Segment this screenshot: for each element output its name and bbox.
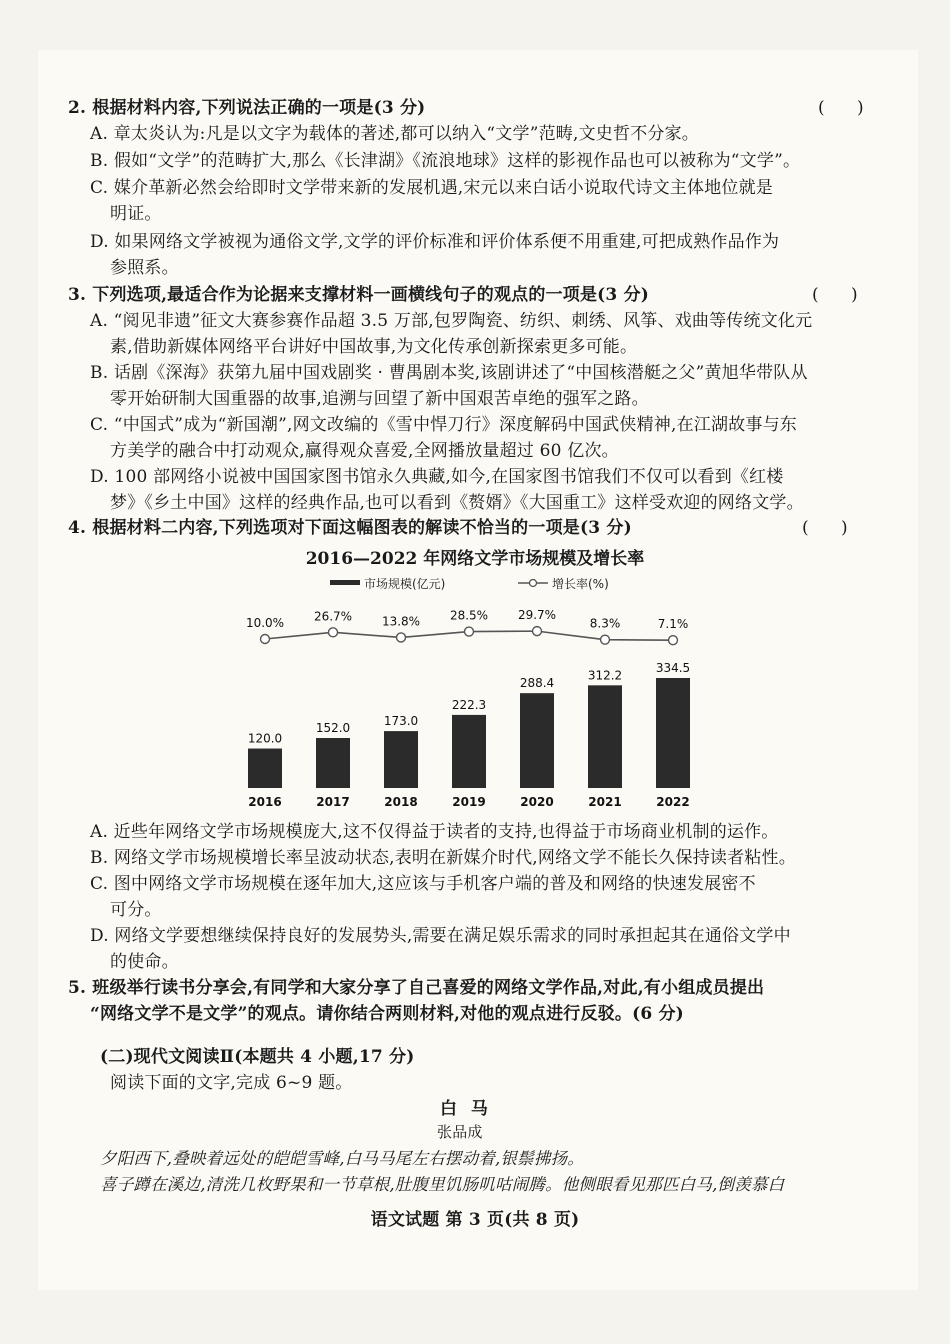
- q3-option-d: D. 100 部网络小说被中国国家图书馆永久典藏,如今,在国家图书馆我们不仅可以看到《红楼: [90, 467, 784, 487]
- line-point: [397, 633, 406, 642]
- x-tick-label: 2018: [384, 795, 418, 809]
- line-value-label: 28.5%: [449, 608, 489, 623]
- legend-line-marker: [530, 580, 537, 587]
- legend-bar-label: 市场规模(亿元): [364, 577, 446, 591]
- q2-option-c-cont: 明证。: [110, 204, 162, 224]
- bar: [452, 715, 486, 788]
- q3-option-b-cont: 零开始研制大国重器的故事,追溯与回望了新中国艰苦卓绝的强军之路。: [110, 389, 649, 409]
- story-author: 张品成: [437, 1123, 483, 1141]
- bar-value-label: 222.3: [451, 697, 487, 712]
- section-instruction: 阅读下面的文字,完成 6~9 题。: [110, 1073, 353, 1093]
- line-value-label: 29.7%: [517, 608, 557, 623]
- line-value-label: 10.0%: [245, 616, 285, 630]
- q4-stem: 4. 根据材料二内容,下列选项对下面这幅图表的解读不恰当的一项是(3 分): [68, 518, 632, 538]
- chart-title: 2016—2022 年网络文学市场规模及增长率: [305, 549, 645, 569]
- x-tick-label: 2016: [248, 795, 282, 809]
- legend-bar-swatch: [330, 580, 360, 585]
- q3-stem: 3. 下列选项,最适合作为论据来支撑材料一画横线句子的观点的一项是(3 分): [68, 285, 650, 305]
- q2-answer-paren: ( ): [818, 98, 864, 118]
- q5-stem-cont: “网络文学不是文学”的观点。请你结合两则材料,对他的观点进行反驳。(6 分): [90, 1004, 684, 1024]
- q2-option-c: C. 媒介革新必然会给即时文学带来新的发展机遇,宋元以来白话小说取代诗文主体地位就是: [90, 178, 774, 198]
- q2-stem: 2. 根据材料内容,下列说法正确的一项是(3 分): [68, 98, 426, 118]
- story-paragraph-2: 喜子蹲在溪边,清洗几枚野果和一节草根,肚腹里饥肠叽咕闹腾。他侧眼看见那匹白马,倒羡慕白: [100, 1175, 785, 1194]
- bar-series: [248, 661, 690, 788]
- q4-answer-paren: ( ): [802, 518, 848, 538]
- q4-option-a: A. 近些年网络文学市场规模庞大,这不仅得益于读者的支持,也得益于市场商业机制的运作。: [90, 822, 779, 842]
- bar-value-label: 152.0: [315, 721, 351, 736]
- market-chart: [0, 568, 950, 828]
- line-point: [669, 636, 678, 645]
- q3-answer-paren: ( ): [812, 285, 858, 305]
- bar-value-label: 173.0: [383, 714, 419, 729]
- q5-stem: 5. 班级举行读书分享会,有同学和大家分享了自己喜爱的网络文学作品,对此,有小组成员提出: [68, 978, 765, 998]
- bar-value-label: 312.2: [587, 668, 623, 683]
- chart-legend: [330, 576, 609, 591]
- line-point: [533, 627, 542, 636]
- q3-option-a-cont: 素,借助新媒体网络平台讲好中国故事,为文化传承创新探索更多可能。: [110, 337, 638, 357]
- q2-option-d-cont: 参照系。: [110, 258, 179, 278]
- q3-option-c: C. “中国式”成为“新国潮”,网文改编的《雪中悍刀行》深度解码中国武侠精神,在江湖故事与东: [90, 415, 797, 435]
- bar: [316, 738, 350, 788]
- story-title: 白 马: [440, 1099, 492, 1119]
- x-tick-label: 2020: [520, 795, 554, 809]
- q2-option-b: B. 假如“文学”的范畴扩大,那么《长津湖》《流浪地球》这样的影视作品也可以被称为“文学”。: [90, 151, 801, 171]
- line-series: [246, 608, 688, 645]
- q4-option-c-cont: 可分。: [110, 900, 162, 920]
- line-value-label: 26.7%: [313, 609, 353, 624]
- x-tick-label: 2017: [316, 795, 350, 809]
- page-footer: 语文试题 第 3 页(共 8 页): [370, 1210, 580, 1230]
- q4-option-d-cont: 的使命。: [110, 952, 179, 972]
- q2-option-a: A. 章太炎认为:凡是以文字为载体的著述,都可以纳入“文学”范畴,文史哲不分家。: [90, 124, 699, 144]
- x-tick-label: 2022: [656, 795, 690, 809]
- line-value-label: 13.8%: [381, 614, 421, 629]
- q3-option-d-cont: 梦》《乡土中国》这样的经典作品,也可以看到《赘婿》《大国重工》这样受欢迎的网络文学。: [110, 493, 804, 513]
- q4-option-b: B. 网络文学市场规模增长率呈波动状态,表明在新媒介时代,网络文学不能长久保持读者粘性。: [90, 848, 796, 868]
- x-tick-label: 2021: [588, 795, 622, 809]
- q4-option-c: C. 图中网络文学市场规模在逐年加大,这应该与手机客户端的普及和网络的快速发展密不: [90, 874, 756, 894]
- line-point: [261, 635, 270, 644]
- section-heading: (二)现代文阅读Ⅱ(本题共 4 小题,17 分): [100, 1047, 415, 1067]
- line-point: [329, 628, 338, 637]
- bar-value-label: 120.0: [247, 731, 283, 746]
- line-point: [601, 635, 610, 644]
- bar-value-label: 288.4: [519, 676, 555, 691]
- q3-option-a: A. “阅见非遗”征文大赛参赛作品超 3.5 万部,包罗陶瓷、纺织、刺绣、风筝、戏曲等传统文化元: [90, 311, 813, 331]
- bar: [520, 693, 554, 788]
- q2-option-d: D. 如果网络文学被视为通俗文学,文学的评价标准和评价体系便不用重建,可把成熟作品作为: [90, 232, 780, 252]
- x-tick-label: 2019: [452, 795, 486, 809]
- x-axis: [248, 795, 689, 809]
- q3-option-b: B. 话剧《深海》获第九届中国戏剧奖 · 曹禺剧本奖,该剧讲述了“中国核潜艇之父”黄旭华带队从: [90, 363, 808, 383]
- legend-line-label: 增长率(%): [552, 577, 609, 591]
- bar: [656, 678, 690, 788]
- bar: [384, 731, 418, 788]
- line-point: [465, 627, 474, 636]
- bar-value-label: 334.5: [655, 661, 691, 675]
- story-paragraph-1: 夕阳西下,叠映着远处的皑皑雪峰,白马马尾左右摆动着,银鬃拂扬。: [100, 1149, 584, 1168]
- line-value-label: 7.1%: [657, 617, 689, 632]
- bar: [588, 685, 622, 788]
- q3-option-c-cont: 方美学的融合中打动观众,赢得观众喜爱,全网播放量超过 60 亿次。: [110, 441, 619, 461]
- q4-option-d: D. 网络文学要想继续保持良好的发展势头,需要在满足娱乐需求的同时承担起其在通俗文学中: [90, 926, 791, 946]
- bar: [248, 749, 282, 788]
- line-value-label: 8.3%: [589, 616, 621, 631]
